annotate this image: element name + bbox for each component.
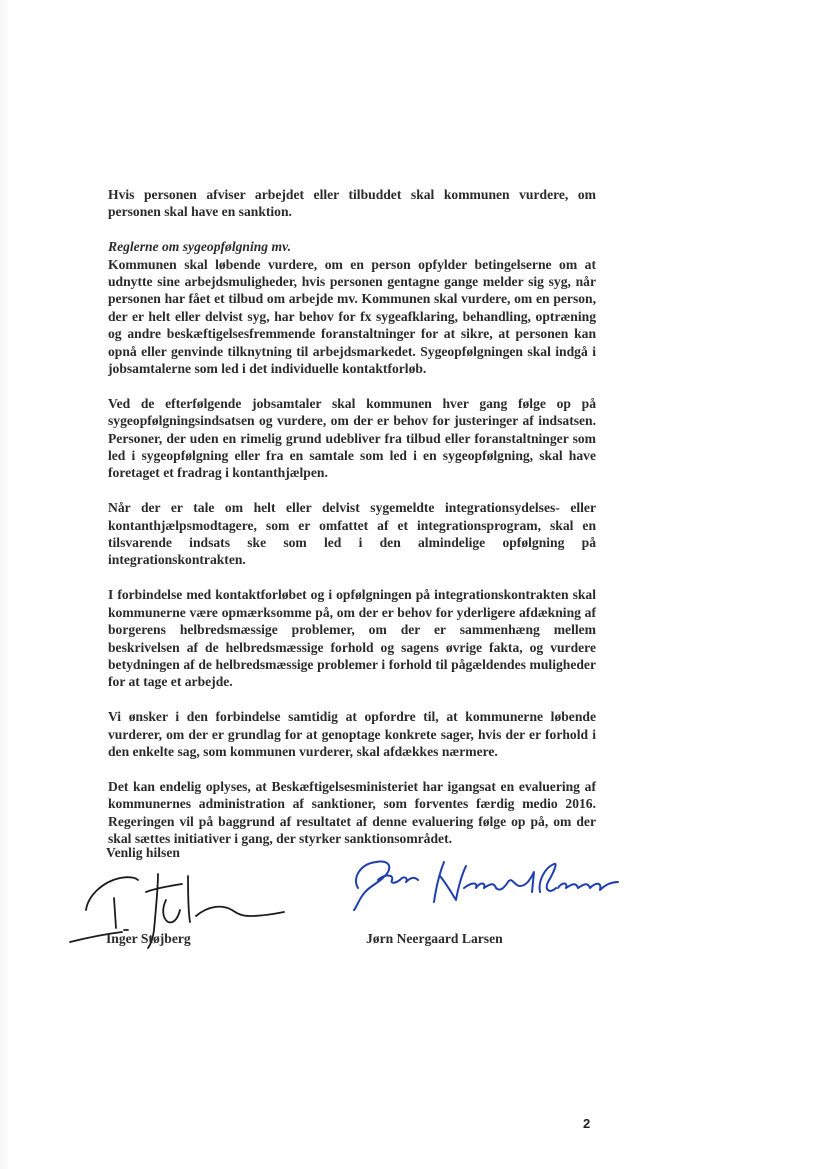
paragraph-integration <box>108 499 596 569</box>
paragraph-evaluation <box>108 778 596 848</box>
paragraph-text: Vi ønsker i den forbindelse samtidig at opfordre til, at kommunerne løbende vurderer, om der er grundlag for at genoptage konkrete sager, hvis der er forhold i den enkelte sag, som kommunen vurderer, skal afdækkes nærmere. <box>108 709 596 759</box>
scan-edge-shadow <box>0 0 10 1169</box>
closing-greeting: Venlig hilsen <box>106 845 180 860</box>
paragraph-heading: Reglerne om sygeopfølgning mv. <box>108 239 291 255</box>
paragraph-sick-followup <box>108 238 596 377</box>
paragraph-text: Det kan endelig oplyses, at Beskæftigelsesministeriet har igangsat en evaluering af kommunernes administration af sanktioner, som forventes færdig medio 2016. Regeringen vil på baggrund af resultatet af denne evaluering følge op på, om der skal sættes initiativer i gang, der styrker sanktionsområdet. <box>108 778 596 846</box>
signer-name-jorn-neergaard-larsen: Jørn Neergaard Larsen <box>366 931 503 946</box>
paragraph-sanction <box>108 186 596 221</box>
paragraph-health-problems <box>108 586 596 690</box>
signer-name-inger-stojberg: Inger Støjberg <box>106 931 191 946</box>
page-number: 2 <box>583 1116 591 1131</box>
paragraph-text: I forbindelse med kontaktforløbet og i opfølgningen på integrationskontrakten skal kommunerne være opmærksomme på, om der er behov for yderligere afdækning af borgerens helbredsmæssige problemer, om der er sammenhæng mellem beskrivelsen af de helbredsmæssige forhold og sagens øvrige fakta, og vurdere betydningen af de helbredsmæssige problemer i forhold til pågældendes muligheder for at tage et arbejde. <box>108 587 596 690</box>
paragraph-text: Kommunen skal løbende vurdere, om en person opfylder betingelserne om at udnytte sine arbejdsmuligheder, hvis personen gentagne gange melder sig syg, når personen har fået et tilbud om arbejde mv. Kommunen skal vurdere, om en person, der er helt eller delvist syg, har behov for fx sygeafklaring, behandling, optræning og andre beskæftigelsesfremmende foranstaltninger for at sikre, at personen kan opnå eller genvinde tilknytning til arbejdsmarkedet. Sygeopfølgningen skal indgå i jobsamtalerne som led i det individuelle kontaktforløb. <box>108 256 596 377</box>
letter-body <box>108 186 596 865</box>
signature-jorn-neergaard-larsen <box>344 852 624 912</box>
paragraph-text: Hvis personen afviser arbejdet eller tilbuddet skal kommunen vurdere, om personen skal have en sanktion. <box>108 187 596 220</box>
paragraph-text: Ved de efterfølgende jobsamtaler skal kommunen hver gang følge op på sygeopfølgningsindsatsen og vurdere, om der er behov for justeringer af indsatsen. Personer, der uden en rimelig grund udebliver fra tilbud eller foranstaltninger som led i sygeopfølgning eller fra en samtale som led i en sygeopfølgning, skal have foretaget et fradrag i kontanthjælpen. <box>108 395 596 481</box>
paragraph-text: Når der er tale om helt eller delvist sygemeldte integrationsydelses- eller kontanthjælpsmodtagere, som er omfattet af et integrationsprogram, skal en tilsvarende indsats ske som led i den almindelige opfølgning på integrationskontrakten. <box>108 500 596 568</box>
paragraph-job-interviews <box>108 395 596 482</box>
paragraph-reopen-cases <box>108 708 596 760</box>
